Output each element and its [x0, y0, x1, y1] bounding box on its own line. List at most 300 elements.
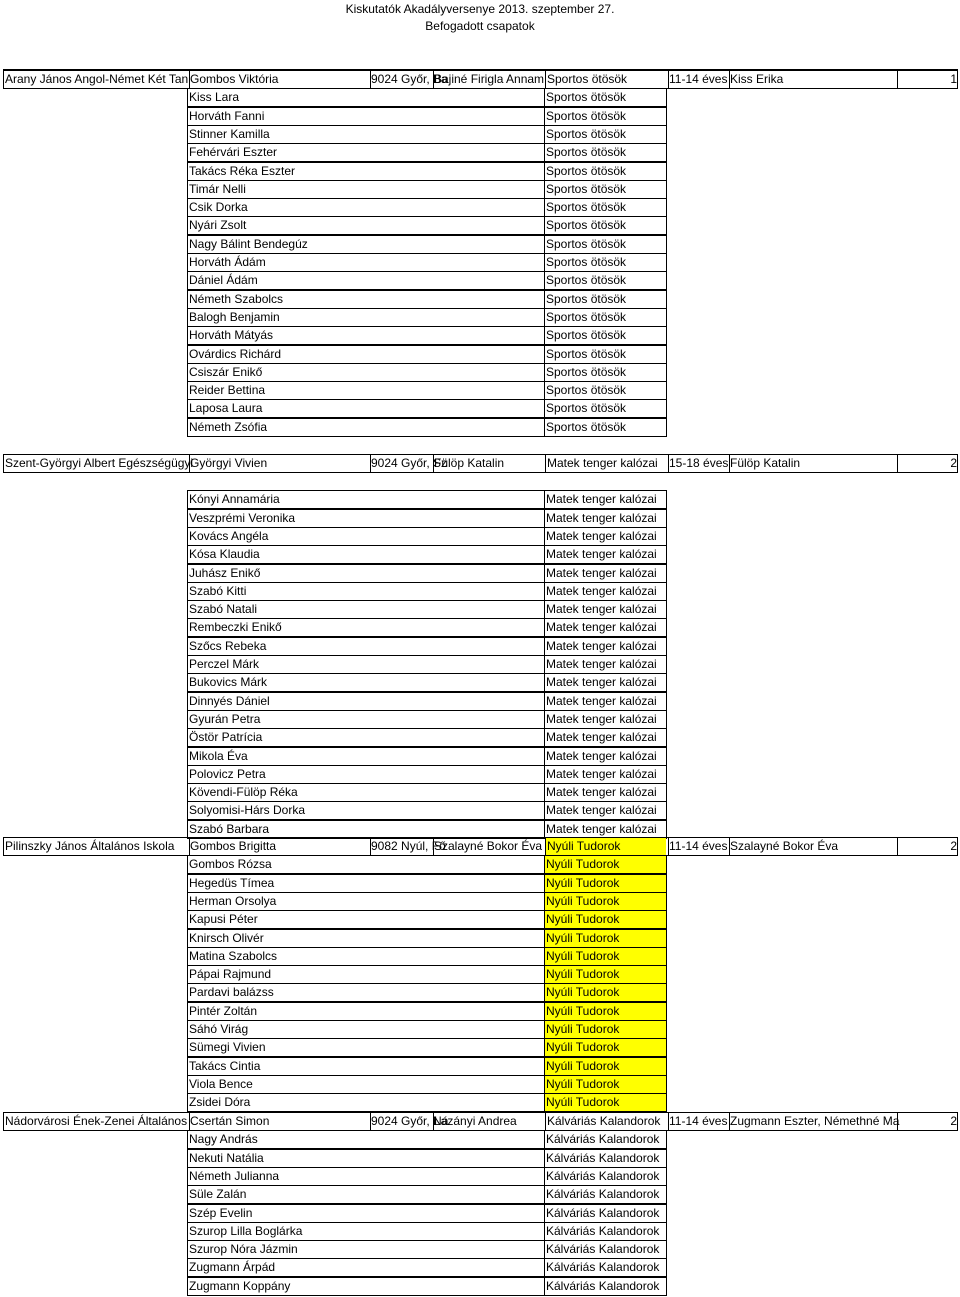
grid-line [187, 527, 188, 545]
team-name-cell: Nyúli Tudorok [545, 983, 666, 1001]
grid-line [666, 1075, 667, 1093]
grid-line [666, 965, 667, 983]
grid-line [666, 929, 667, 947]
grid-line [666, 983, 667, 1001]
grid-line [187, 1002, 667, 1003]
grid-line [3, 1112, 4, 1130]
grid-line [187, 381, 667, 382]
grid-line [666, 143, 667, 161]
member-name-cell: Nagy Bálint Bendegúz [189, 236, 308, 251]
grid-line [187, 216, 188, 234]
team-name-cell: Nyúli Tudorok [545, 855, 666, 873]
grid-line [666, 180, 667, 198]
member-name-cell: Juhász Enikő [189, 565, 261, 580]
member-name-cell: Süle Zalán [189, 1187, 247, 1202]
grid-line [544, 564, 545, 582]
grid-line [666, 198, 667, 216]
grid-line [187, 1295, 667, 1296]
grid-line [187, 1222, 667, 1223]
grid-line [187, 1020, 667, 1021]
member-name-cell: Kövendi-Fülöp Réka [189, 785, 298, 800]
member-row [0, 271, 960, 289]
team-name-cell: Sportos ötösök [546, 419, 627, 434]
grid-line [544, 216, 545, 234]
grid-line [187, 965, 188, 983]
grid-line [544, 107, 545, 125]
grid-line [666, 1057, 667, 1075]
grid-line [187, 820, 188, 838]
grid-line [544, 728, 545, 746]
member-row [0, 509, 960, 527]
grid-line [957, 837, 958, 855]
member-row [0, 235, 960, 253]
member-row [0, 582, 960, 600]
grid-line [187, 88, 667, 89]
team-name-cell: Matek tenger kalózai [546, 510, 657, 525]
grid-line [666, 618, 667, 636]
grid-line [666, 235, 667, 253]
grid-line [666, 1020, 667, 1038]
grid-line [666, 253, 667, 271]
grid-line [666, 710, 667, 728]
grid-line [544, 1020, 545, 1038]
grid-line [187, 490, 667, 491]
grid-line [666, 655, 667, 673]
grid-line [666, 874, 667, 892]
grid-line [544, 345, 545, 363]
grid-line [544, 655, 545, 673]
team-name-cell: Kálváriás Kalandorok [545, 1112, 666, 1130]
grid-line [3, 70, 958, 71]
member-name-cell: Kósa Klaudia [189, 547, 260, 562]
member-row [0, 965, 960, 983]
number-cell: 2 [897, 454, 957, 472]
team-name-cell: Sportos ötösök [546, 163, 627, 178]
grid-line [187, 1204, 188, 1222]
member-row [0, 637, 960, 655]
grid-line [544, 271, 545, 289]
grid-line [957, 1112, 958, 1130]
team-name-cell: Kálváriás Kalandorok [546, 1260, 660, 1275]
contact-cell: Bajiné Firigla Annam [434, 72, 545, 86]
grid-line [187, 1038, 188, 1056]
grid-line [666, 326, 667, 344]
grid-line [544, 692, 545, 710]
grid-line [666, 1038, 667, 1056]
grid-line [544, 618, 545, 636]
grid-line [666, 125, 667, 143]
grid-line [544, 162, 545, 180]
grid-line [544, 673, 545, 691]
member-name-cell: Györgyi Vivien [189, 454, 370, 472]
member-row [0, 381, 960, 399]
grid-line [187, 965, 667, 966]
team-name-cell: Matek tenger kalózai [546, 620, 657, 635]
grid-line [666, 801, 667, 819]
grid-line [544, 1167, 545, 1185]
member-row [0, 88, 960, 106]
team-name-cell: Sportos ötösök [546, 309, 627, 324]
member-row [0, 874, 960, 892]
grid-line [666, 88, 667, 106]
grid-line [544, 1149, 545, 1167]
member-row [0, 855, 960, 873]
grid-line [187, 107, 667, 108]
grid-line [666, 1240, 667, 1258]
grid-line [187, 363, 188, 381]
member-row [0, 1020, 960, 1038]
grid-line [187, 783, 188, 801]
grid-line [544, 545, 545, 563]
address-cell: 9082 Nyúl, Fő [371, 839, 446, 853]
grid-line [544, 143, 545, 161]
team-row [0, 1112, 960, 1130]
grid-line [544, 1075, 545, 1093]
grid-line [187, 509, 667, 510]
grid-line [544, 855, 545, 873]
grid-line [666, 363, 667, 381]
grid-line [544, 235, 545, 253]
grid-line [187, 710, 188, 728]
member-name-cell: Sáhó Virág [189, 1022, 249, 1036]
grid-line [666, 345, 667, 363]
member-name-cell: Ovárdics Richárd [189, 346, 282, 361]
grid-line [544, 1038, 545, 1056]
team-row [0, 454, 960, 472]
member-row [0, 1130, 960, 1148]
grid-line [544, 1130, 545, 1148]
member-name-cell: Balogh Benjamin [189, 309, 280, 324]
team-name-cell: Sportos ötösök [546, 90, 627, 105]
team-name-cell: Matek tenger kalózai [546, 492, 657, 507]
team-name-cell: Sportos ötösök [545, 70, 666, 88]
grid-line [187, 180, 667, 181]
member-name-cell: Matina Szabolcs [189, 948, 278, 963]
grid-line [187, 765, 188, 783]
grid-line [544, 418, 545, 436]
member-row [0, 527, 960, 545]
team-name-cell: Sportos ötösök [546, 236, 627, 251]
grid-line [544, 582, 545, 600]
member-name-cell: Csik Dorka [189, 200, 248, 215]
grid-line [187, 1149, 667, 1150]
member-name-cell: Östör Patrícia [189, 730, 263, 745]
member-name-cell: Pápai Rajmund [189, 967, 272, 982]
grid-line [187, 143, 667, 144]
member-row [0, 692, 960, 710]
grid-line [187, 728, 667, 729]
member-row [0, 947, 960, 965]
member-name-cell: Kónyi Annamária [189, 492, 280, 507]
member-name-cell: Solyomisi-Hárs Dorka [189, 803, 306, 818]
grid-line [666, 910, 667, 928]
grid-line [187, 527, 667, 528]
number-cell: 1 [897, 70, 957, 88]
grid-line [666, 855, 667, 873]
team-name-cell: Kálváriás Kalandorok [546, 1242, 660, 1257]
member-row [0, 545, 960, 563]
member-name-cell: Zsidei Dóra [189, 1095, 251, 1110]
age-group-cell: 15-18 éves [669, 456, 729, 470]
member-row [0, 983, 960, 1001]
member-row [0, 1204, 960, 1222]
grid-line [187, 308, 667, 309]
team-name-cell: Kálváriás Kalandorok [546, 1168, 660, 1183]
member-row [0, 363, 960, 381]
grid-line [187, 1075, 188, 1093]
grid-line [187, 929, 667, 930]
contact-cell: Lazányi Andrea [433, 1112, 544, 1130]
grid-line [187, 1149, 188, 1167]
member-row [0, 1277, 960, 1295]
member-row [0, 198, 960, 216]
grid-line [666, 1002, 667, 1020]
member-name-cell: Stinner Kamilla [189, 126, 270, 141]
member-row [0, 418, 960, 436]
member-name-cell: Kiss Lara [189, 90, 240, 105]
grid-line [187, 399, 188, 417]
contact-cell: Fülöp Katalin [433, 454, 544, 472]
member-name-cell: Fehérvári Eszter [189, 145, 278, 160]
grid-line [187, 564, 667, 565]
grid-line [666, 1222, 667, 1240]
team-name-cell: Sportos ötösök [546, 291, 627, 306]
grid-line [187, 600, 188, 618]
team-name-cell: Matek tenger kalózai [546, 528, 657, 543]
grid-line [187, 655, 667, 656]
grid-line [187, 783, 667, 784]
grid-line [957, 70, 958, 88]
grid-line [666, 1130, 667, 1148]
grid-line [187, 143, 188, 161]
member-row [0, 345, 960, 363]
grid-line [187, 947, 667, 948]
grid-line [187, 855, 188, 873]
member-name-cell: Pintér Zoltán [189, 1003, 258, 1018]
member-row [0, 820, 960, 838]
contact-cell: Szalayné Bokor Éva [434, 839, 543, 853]
member-name-cell: Viola Bence [189, 1076, 253, 1091]
team-name-cell: Nyúli Tudorok [545, 837, 666, 855]
grid-line [187, 290, 188, 308]
member-name-cell: Zugmann Árpád [189, 1260, 276, 1275]
grid-line [187, 162, 188, 180]
grid-line [666, 692, 667, 710]
grid-line [544, 527, 545, 545]
grid-line [187, 418, 188, 436]
team-name-cell: Sportos ötösök [546, 255, 627, 269]
grid-line [187, 801, 667, 802]
member-name-cell: Nekuti Natália [189, 1150, 264, 1165]
grid-line [187, 107, 188, 125]
grid-line [666, 216, 667, 234]
member-name-cell: Veszprémi Veronika [189, 510, 296, 525]
member-name-cell: Bukovics Márk [189, 675, 268, 690]
team-name-cell: Sportos ötösök [546, 346, 627, 361]
grid-line [666, 892, 667, 910]
member-row [0, 308, 960, 326]
grid-line [187, 618, 188, 636]
grid-line [544, 180, 545, 198]
grid-line [187, 308, 188, 326]
grid-line [187, 747, 667, 748]
grid-line [544, 983, 545, 1001]
member-row [0, 747, 960, 765]
member-name-cell: Takács Réka Eszter [189, 163, 296, 178]
member-row [0, 162, 960, 180]
grid-line [187, 1167, 667, 1168]
grid-line [187, 892, 667, 893]
grid-line [544, 326, 545, 344]
grid-line [3, 837, 958, 838]
grid-line [544, 747, 545, 765]
grid-line [666, 308, 667, 326]
member-row [0, 399, 960, 417]
grid-line [666, 490, 667, 508]
grid-line [544, 929, 545, 947]
grid-line [666, 637, 667, 655]
member-name-cell: Csiszár Enikő [189, 364, 263, 379]
grid-line [544, 198, 545, 216]
grid-line [544, 1277, 545, 1295]
team-name-cell: Matek tenger kalózai [546, 565, 657, 580]
member-name-cell: Szurop Nóra Jázmin [189, 1242, 298, 1257]
grid-line [3, 454, 4, 472]
member-name-cell: Gombos Viktória [189, 70, 370, 88]
member-row [0, 929, 960, 947]
team-name-cell: Kálváriás Kalandorok [546, 1187, 660, 1202]
member-name-cell: Nagy András [189, 1132, 258, 1147]
grid-line [544, 765, 545, 783]
grid-line [187, 910, 667, 911]
grid-line [187, 728, 188, 746]
team-name-cell: Matek tenger kalózai [546, 730, 657, 745]
member-row [0, 1038, 960, 1056]
grid-line [666, 673, 667, 691]
grid-line [187, 235, 667, 236]
grid-line [187, 1277, 188, 1295]
member-row [0, 1093, 960, 1111]
grid-line [187, 1204, 667, 1205]
member-name-cell: Timár Nelli [189, 181, 246, 196]
grid-line [187, 180, 188, 198]
grid-line [187, 162, 667, 163]
member-name-cell: Gombos Rózsa [189, 857, 272, 872]
grid-line [187, 1130, 667, 1131]
team-name-cell: Nyúli Tudorok [545, 1002, 666, 1020]
team-name-cell: Nyúli Tudorok [545, 892, 666, 910]
team-name-cell: Matek tenger kalózai [545, 454, 666, 472]
member-name-cell: Dániel Ádám [189, 273, 258, 288]
member-name-cell: Zugmann Koppány [189, 1278, 291, 1293]
grid-line [187, 326, 188, 344]
team-name-cell: Matek tenger kalózai [546, 602, 657, 617]
member-row [0, 1167, 960, 1185]
member-name-cell: Gyurán Petra [189, 711, 261, 726]
grid-line [957, 454, 958, 472]
grid-line [187, 1093, 667, 1094]
member-name-cell: Dinnyés Dániel [189, 693, 270, 708]
grid-line [187, 692, 188, 710]
grid-line [544, 1204, 545, 1222]
member-row [0, 216, 960, 234]
grid-line [187, 326, 667, 327]
grid-line [187, 655, 188, 673]
grid-line [544, 1258, 545, 1276]
team-name-cell: Matek tenger kalózai [546, 638, 657, 653]
grid-line [187, 381, 188, 399]
team-name-cell: Sportos ötösök [546, 364, 627, 379]
team-name-cell: Matek tenger kalózai [546, 821, 657, 836]
team-name-cell: Sportos ötösök [546, 273, 627, 288]
school-cell: Arany János Angol-Német Két Tan [5, 72, 189, 86]
address-cell: 9024 Győr, Sz [371, 456, 448, 470]
member-name-cell: Németh Zsófia [189, 419, 268, 434]
team-name-cell: Nyúli Tudorok [545, 929, 666, 947]
member-row [0, 728, 960, 746]
grid-line [187, 235, 188, 253]
grid-line [187, 253, 188, 271]
member-name-cell: Horváth Fanni [189, 108, 265, 123]
team-name-cell: Matek tenger kalózai [546, 766, 657, 781]
grid-line [187, 88, 188, 106]
member-row [0, 326, 960, 344]
number-cell: 2 [897, 1112, 957, 1130]
grid-line [187, 290, 667, 291]
member-name-cell: Szabó Natali [189, 602, 258, 617]
grid-line [187, 801, 188, 819]
grid-line [187, 198, 188, 216]
grid-line [666, 947, 667, 965]
grid-line [666, 747, 667, 765]
grid-line [187, 1277, 667, 1278]
teacher-cell: Zugmann Eszter, Némethné Ma [730, 1114, 900, 1128]
member-name-cell: Szép Evelin [189, 1205, 253, 1220]
member-row [0, 107, 960, 125]
team-name-cell: Nyúli Tudorok [545, 1020, 666, 1038]
grid-line [666, 1185, 667, 1203]
team-name-cell: Matek tenger kalózai [546, 657, 657, 671]
grid-line [187, 1038, 667, 1039]
grid-line [187, 1130, 188, 1148]
grid-line [666, 418, 667, 436]
member-name-cell: Knirsch Olivér [189, 930, 264, 945]
grid-line [187, 747, 188, 765]
school-cell: Nádorvárosi Ének-Zenei Általános [5, 1114, 188, 1128]
grid-line [544, 308, 545, 326]
member-row [0, 180, 960, 198]
member-name-cell: Horváth Mátyás [189, 328, 274, 343]
grid-line [187, 947, 188, 965]
grid-line [187, 673, 667, 674]
grid-line [544, 1240, 545, 1258]
grid-line [666, 399, 667, 417]
team-name-cell: Nyúli Tudorok [545, 910, 666, 928]
grid-line [544, 381, 545, 399]
member-row [0, 1185, 960, 1203]
grid-line [187, 436, 667, 437]
teacher-cell: Szalayné Bokor Éva [729, 837, 896, 855]
member-row [0, 1149, 960, 1167]
grid-line [187, 874, 188, 892]
team-name-cell: Sportos ötösök [546, 126, 627, 141]
grid-line [3, 454, 958, 455]
member-name-cell: Hegedüs Tímea [189, 875, 275, 890]
member-row [0, 600, 960, 618]
grid-line [666, 1277, 667, 1295]
member-name-cell: Herman Orsolya [189, 893, 277, 908]
team-row [0, 70, 960, 88]
